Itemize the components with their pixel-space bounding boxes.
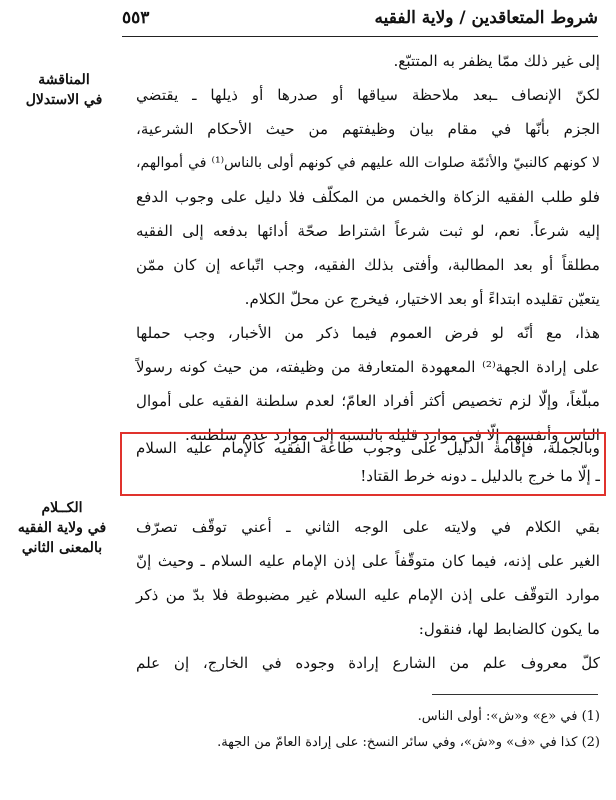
text-line: كلّ معروف علم من الشارع إرادة وجوده في الخارج، إن علم — [136, 654, 600, 672]
text-line: ما يكون كالضابط لها، فنقول: — [418, 620, 600, 638]
text-line: يتعيّن تقليده ابتداءً أو بعد الاختيار، فيخرج عن محلّ الكلام. — [244, 290, 600, 308]
running-title: شروط المتعاقدين / ولاية الفقيه — [374, 8, 598, 28]
footnote-1: (1) في «ع» و«ش»: أولى الناس. — [417, 709, 600, 724]
margin-note-line: الكــلام — [41, 500, 83, 516]
body-paragraph-1 — [136, 44, 600, 452]
text-line: بقي الكلام في ولايته على الوجه الثاني ـ أعني توقّف تصرّف — [136, 518, 600, 536]
text-line: وبالجملة، فإقامة الدليل على وجوب طاعة الفقيه كالإمام عليه السلام — [136, 439, 600, 457]
text-line: هذا، مع أنّه لو فرض العموم فيما ذكر من الأخبار، وجب حملها — [136, 324, 600, 342]
highlighted-paragraph — [136, 434, 600, 490]
text-line: موارد التوقّف على إذن الإمام عليه السلام غير مضبوطة فلا بدّ من ذكر — [136, 586, 600, 604]
text-line: لكنّ الإنصاف ـبعد ملاحظة سياقها أو صدرها أو ذيلها ـ يقتضي — [136, 86, 600, 104]
header-rule — [122, 36, 598, 37]
margin-note-line: بالمعنى الثاني — [21, 540, 103, 556]
text-line: إلى غير ذلك ممّا يظفر به المتتبّع. — [393, 52, 600, 70]
margin-note-second-meaning — [10, 498, 114, 558]
margin-note-discussion — [14, 70, 114, 110]
footnotes — [136, 704, 600, 756]
text-line: إليه شرعاً. نعم، لو ثبت شرعاً اشتراط صحّة أدائها بدفعه إلى الفقيه — [136, 222, 600, 240]
text-line: على إرادة الجهة⁽²⁾ المعهودة المتعارفة من وظيفته، من حيث كونه رسولاً — [136, 358, 600, 376]
margin-note-line: في ولاية الفقيه — [17, 520, 107, 536]
text-line: لا كونهم كالنبيّ والأئمّة صلوات الله عليهم في كونهم أولى بالناس⁽¹⁾ في أموالهم، — [136, 155, 601, 171]
text-line: الجزم بأنّها في مقام بيان وظيفتهم من حيث الأحكام الشرعية، — [136, 120, 600, 138]
footnote-2: (2) كذا في «ف» و«ش»، وفي سائر النسخ: على إرادة العامّ من الجهة. — [217, 735, 600, 750]
text-line: مبلّغاً، وإلّا لزم تخصيص أكثر أفراد العامّ؛ لعدم سلطنة الفقيه على أموال — [136, 392, 600, 410]
margin-note-line: في الاستدلال — [25, 92, 103, 108]
text-line: مطلقاً أو بعد المطالبة، وأفتى بذلك الفقيه، وجب اتّباعه إن كان ممّن — [136, 256, 600, 274]
footnote-rule — [432, 694, 598, 695]
margin-note-line: المناقشة — [38, 72, 90, 88]
text-line: ـ إلّا ما خرج بالدليل ـ دونه خرط القتاد! — [360, 467, 600, 485]
text-line: الناس وأنفسهم إلّا في موارد قليلة بالنسبة إلى موارد عدم سلطنته. — [184, 426, 600, 444]
page-header — [122, 6, 598, 36]
text-line: الغير على إذنه، فيما كان متوقّفاً على إذن الإمام عليه السلام ـ وحيث إنّ — [136, 552, 600, 570]
body-paragraph-2 — [136, 510, 600, 680]
page-number: ٥٥٣ — [122, 8, 150, 28]
text-line: فلو طلب الفقيه الزكاة والخمس من المكلّف فلا دليل على وجوب الدفع — [136, 188, 600, 206]
